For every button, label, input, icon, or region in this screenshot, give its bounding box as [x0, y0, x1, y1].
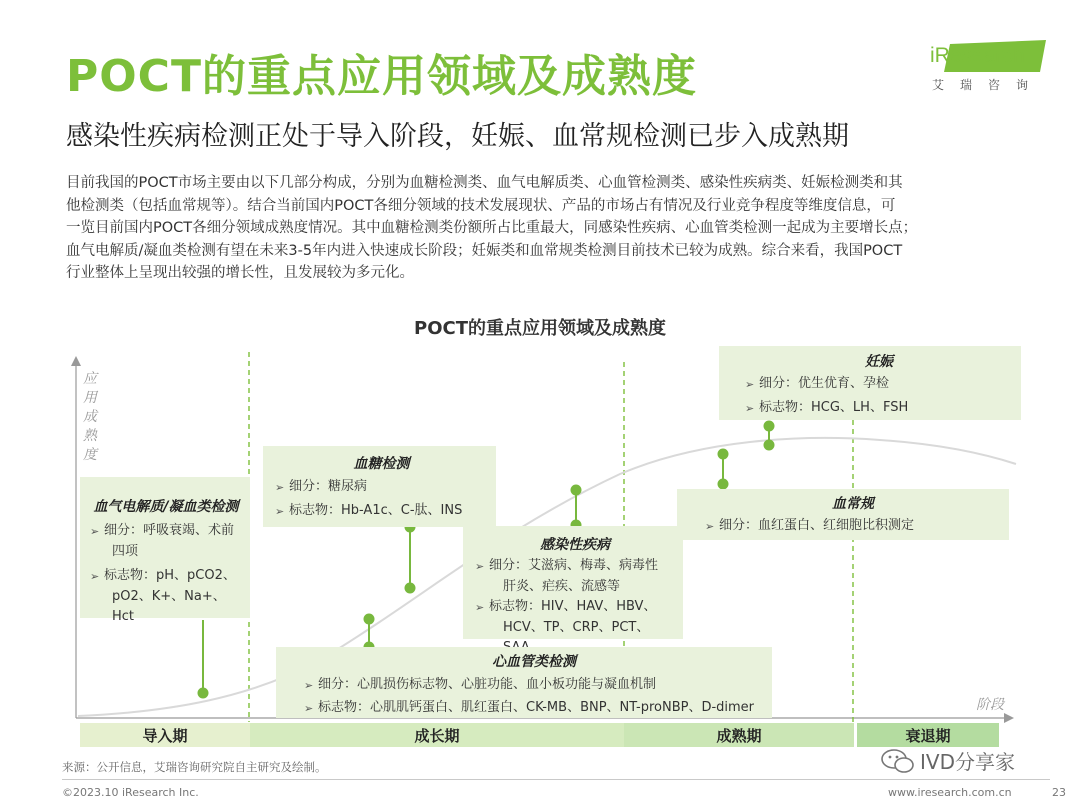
- bullet-icon: ➢: [304, 702, 314, 715]
- box-title: 感染性疾病: [540, 537, 610, 553]
- bullet-icon: ➢: [275, 481, 285, 494]
- bullet-icon: ➢: [275, 505, 285, 518]
- bullet-icon: ➢: [475, 560, 485, 573]
- curve-dot: [199, 689, 208, 698]
- page-number: 23: [1052, 786, 1066, 799]
- logo-brand-text: iResearch: [930, 44, 1025, 67]
- stage-mature: 成熟期: [624, 723, 854, 747]
- box-infection: 感染性疾病 ➢ 细分：艾滋病、梅毒、病毒性 肝炎、疟疾、流感等 ➢ 标志物：HIV、HAV、HBV、 HCV、TP、CRP、PCT、: [463, 526, 683, 639]
- bullet-icon: ➢: [90, 570, 100, 583]
- intro-line: 目前我国的POCT市场主要由以下几部分构成，分别为血糖检测类、血气电解质类、心血管检测类、感染性疾病类、妊娠检测类和其: [66, 175, 903, 191]
- box-title: 血糖检测: [353, 456, 410, 472]
- bullet-icon: ➢: [745, 378, 755, 391]
- footer-url[interactable]: www.iresearch.com.cn: [888, 786, 1012, 799]
- box-glucose: 血糖检测 ➢ 细分：糖尿病 ➢ 标志物：Hb-A1c、C-肽、INS: [263, 446, 496, 527]
- bullet-icon: ➢: [475, 601, 485, 614]
- iresearch-logo: [928, 38, 1048, 98]
- footer-divider: [62, 779, 1050, 780]
- page-subtitle: 感染性疾病检测正处于导入阶段，妊娠、血常规检测已步入成熟期: [66, 121, 849, 152]
- box-title: 血气电解质/凝血类检测: [93, 499, 239, 515]
- logo-sub-text: 艾瑞咨询: [932, 78, 1045, 92]
- intro-paragraph: [66, 172, 1026, 285]
- stage-import: 导入期: [80, 723, 250, 747]
- x-axis-label: 阶段: [976, 697, 1004, 713]
- curve-dot: [719, 450, 728, 459]
- bullet-icon: ➢: [745, 402, 755, 415]
- x-axis-arrow-icon: [1004, 713, 1014, 723]
- curve-dot: [572, 486, 581, 495]
- curve-dot: [406, 584, 415, 593]
- bullet-icon: ➢: [304, 679, 314, 692]
- box-blood-routine: 血常规 ➢ 细分：血红蛋白、红细胞比积测定: [677, 489, 1009, 540]
- intro-line: 他检测类（包括血常规等）。结合当前国内POCT各细分领域的技术发展现状、产品的市场占有情况及行业竞争程度等维度信息，可: [66, 197, 896, 214]
- box-cardio: 心血管类检测 ➢ 细分：心肌损伤标志物、心脏功能、血小板功能与凝血机制 ➢ 标志物：心肌肌钙蛋白、肌红蛋白、CK-MB、BNP、NT-proNBP、D-dimer: [276, 647, 772, 718]
- watermark: IVD分享家: [880, 746, 1015, 775]
- curve-dot: [765, 441, 774, 450]
- box-pregnancy: 妊娠 ➢ 细分：优生优育、孕检 ➢ 标志物：HCG、LH、FSH: [719, 346, 1021, 420]
- intro-line: 一览目前国内POCT各细分领域成熟度情况。其中血糖检测类份额所占比重最大，同感染性疾病、心血管类检测一起成为主要增长点；: [66, 220, 918, 237]
- bullet-icon: ➢: [705, 520, 715, 533]
- bullet-icon: ➢: [90, 525, 100, 538]
- curve-dot: [765, 422, 774, 431]
- box-title: 心血管类检测: [492, 654, 576, 670]
- intro-line: 血气电解质/凝血类检测有望在未来3-5年内进入快速成长阶段；妊娠类和血常规类检测目前技术已较为成熟。综合来看，我国POCT: [66, 242, 903, 259]
- copyright: ©2023.10 iResearch Inc.: [62, 786, 199, 799]
- intro-line: 行业整体上呈现出较强的增长性，且发展较为多元化。: [66, 265, 414, 282]
- y-axis-label: 应 用 成 熟 度: [83, 371, 97, 463]
- page-title: POCT的重点应用领域及成熟度: [66, 51, 697, 102]
- diagram-title: POCT的重点应用领域及成熟度: [414, 318, 666, 339]
- stage-growth: 成长期: [250, 723, 624, 747]
- stage-decline: 衰退期: [857, 723, 999, 747]
- source-note: 来源：公开信息，艾瑞咨询研究院自主研究及绘制。: [62, 760, 327, 774]
- curve-dot: [365, 615, 374, 624]
- wechat-icon: [880, 747, 916, 775]
- box-blood-gas: 血气电解质/凝血类检测 ➢ 细分：呼吸衰竭、术前 四项 ➢ 标志物：pH、pCO2、 pO2、K+、Na+、Hct: [80, 477, 250, 618]
- y-axis-arrow-icon: [71, 356, 81, 366]
- box-title: 妊娠: [865, 354, 893, 370]
- curve-dot: [719, 480, 728, 489]
- box-title: 血常规: [832, 496, 874, 512]
